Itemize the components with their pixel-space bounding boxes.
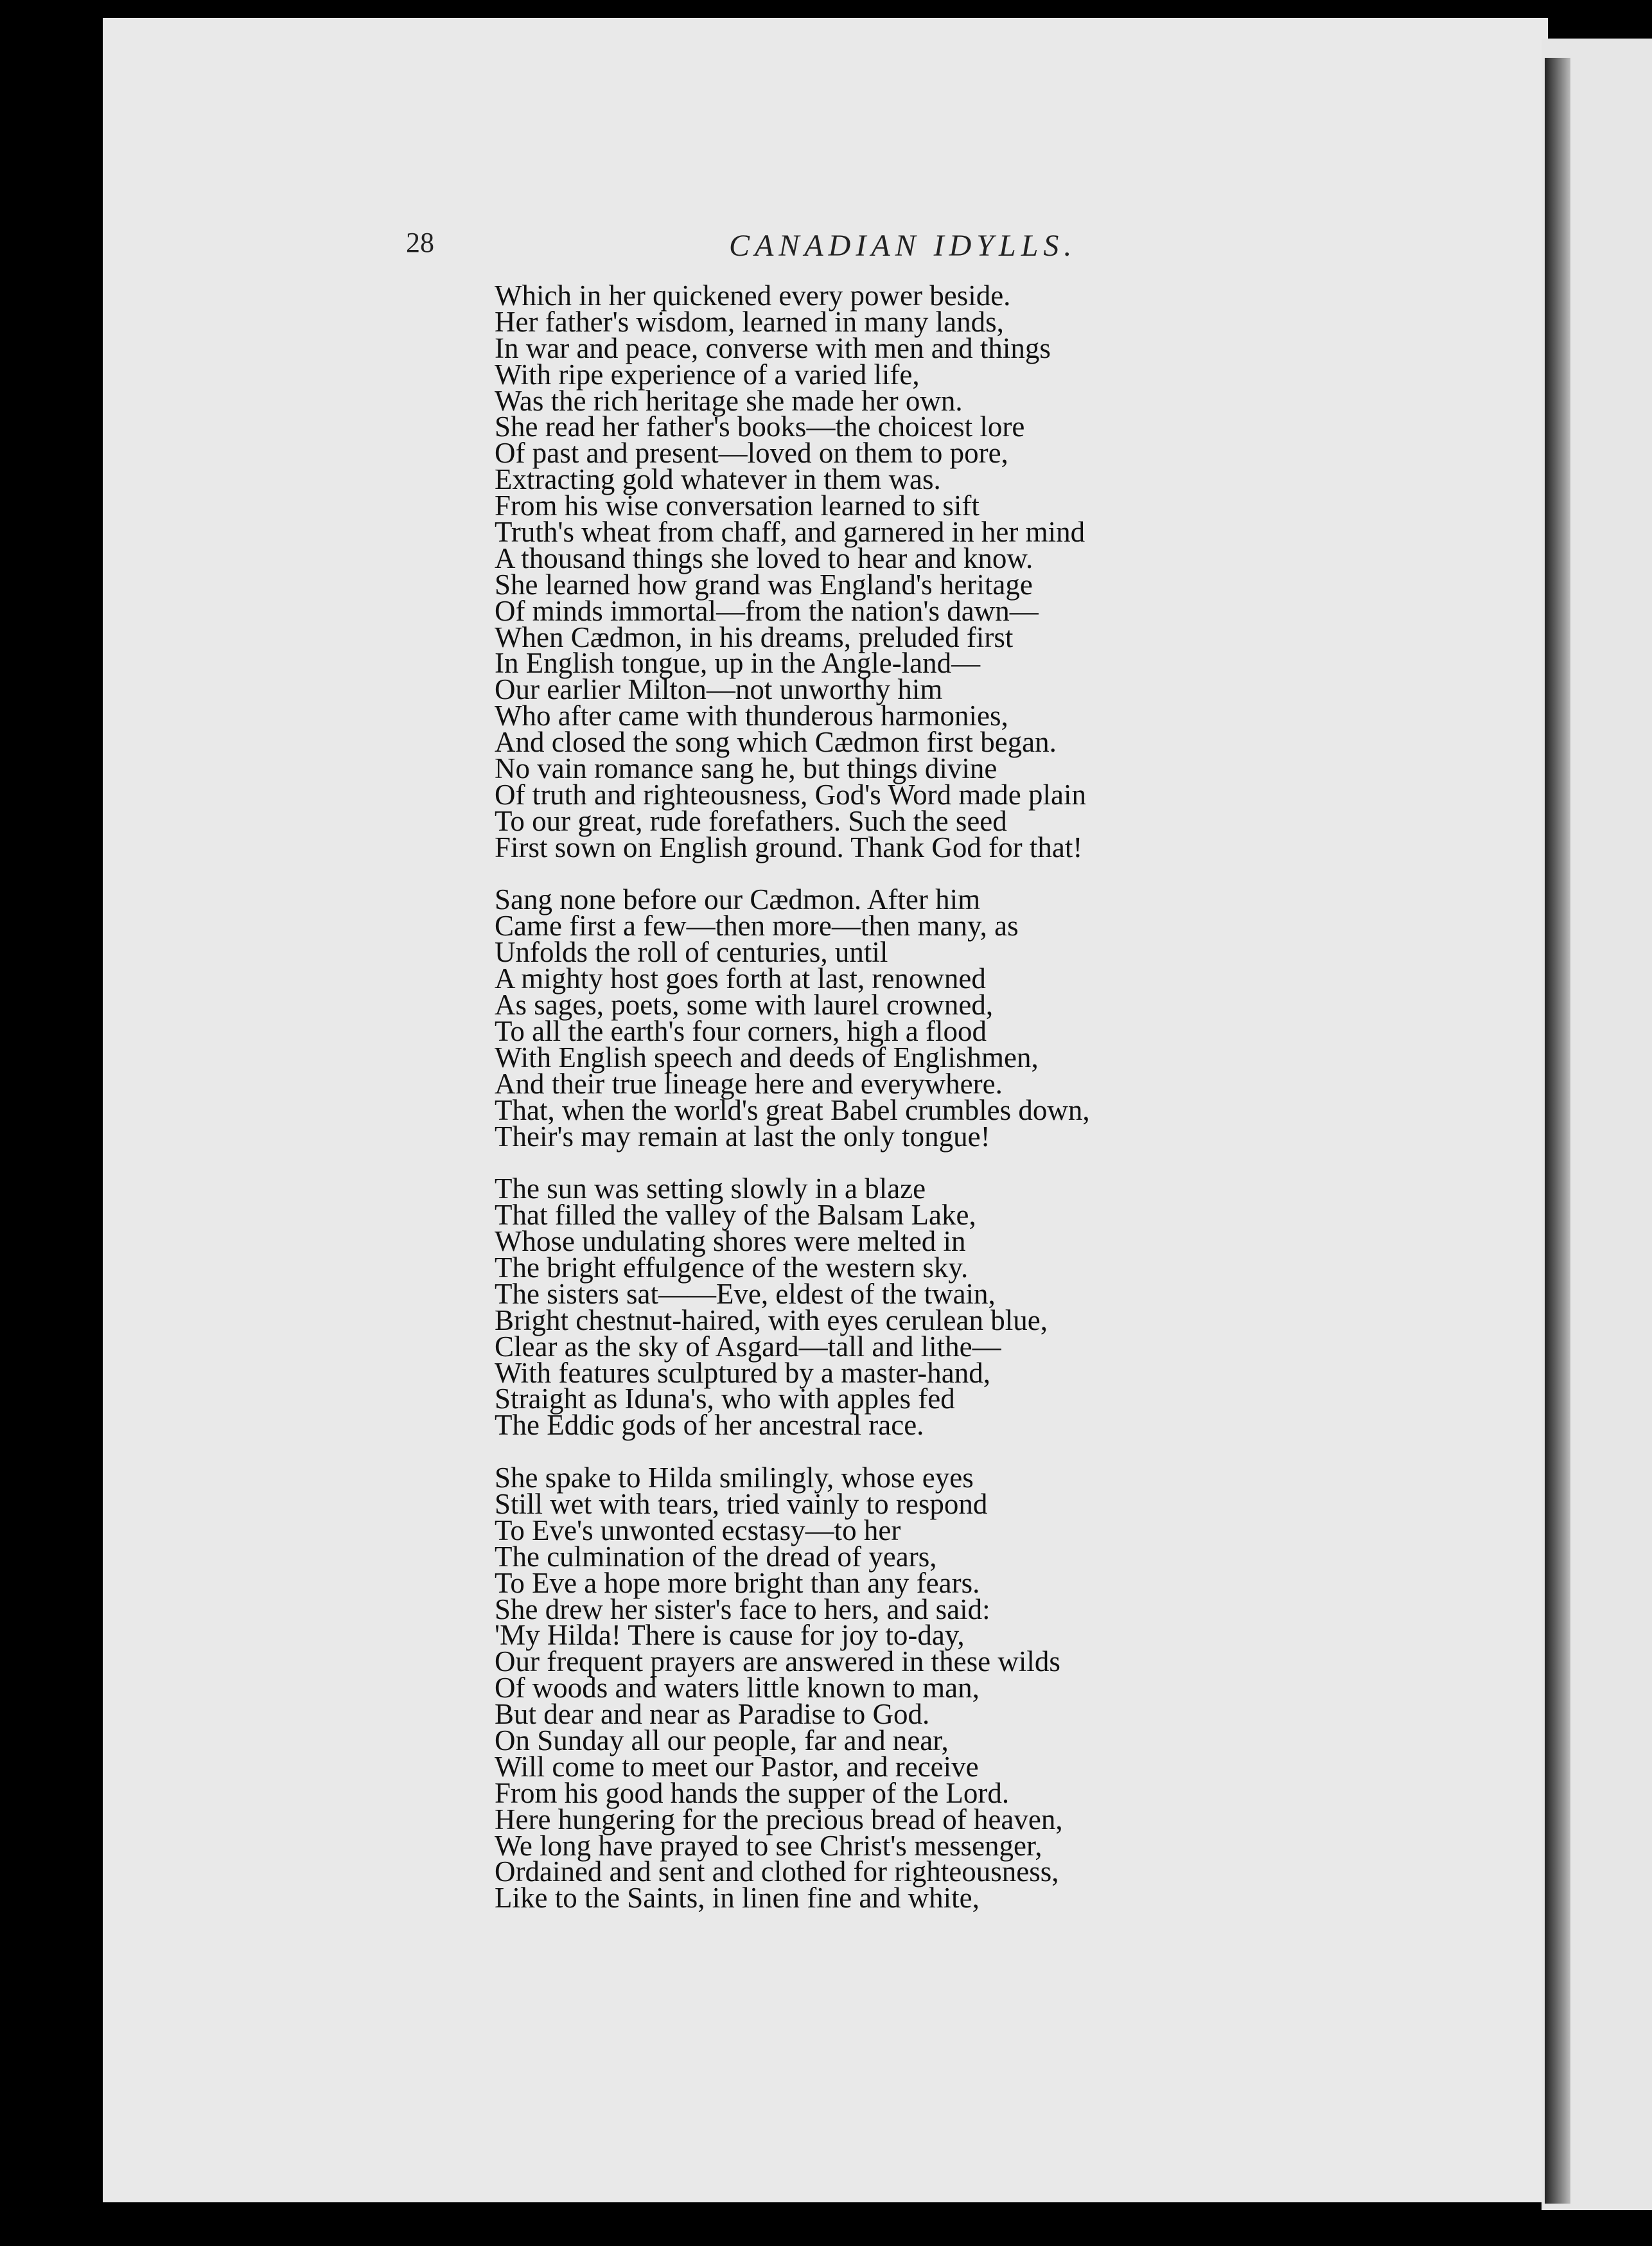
poem-line: Whose undulating shores were melted in [495, 1225, 966, 1258]
poem-line: To Eve's unwonted ecstasy—to her [495, 1514, 901, 1546]
poem-line: The bright effulgence of the western sky. [495, 1251, 969, 1284]
poem-line: Clear as the sky of Asgard—tall and lithe— [495, 1330, 1001, 1363]
poem-line: And closed the song which Cædmon first began. [495, 726, 1057, 759]
poem-line: From his wise conversation learned to sift [495, 490, 980, 522]
poem-line: With ripe experience of a varied life, [495, 358, 920, 391]
poem-line: Here hungering for the precious bread of heaven, [495, 1803, 1063, 1835]
poem-line: On Sunday all our people, far and near, [495, 1724, 949, 1756]
poem-line: Their's may remain at last the only tongue! [495, 1120, 990, 1153]
poem-line: Of past and present—loved on them to pore, [495, 437, 1008, 470]
poem-line: Our earlier Milton—not unworthy him [495, 673, 943, 706]
poem-line: To all the earth's four corners, high a flood [495, 1014, 987, 1047]
poem-line: In war and peace, converse with men and things [495, 332, 1051, 364]
poem-line: Of truth and righteousness, God's Word made plain [495, 778, 1087, 811]
poem-line: She spake to Hilda smilingly, whose eyes [495, 1462, 974, 1494]
poem-line: First sown on English ground. Thank God for that! [495, 831, 1083, 863]
poem-line: We long have prayed to see Christ's messenger, [495, 1829, 1042, 1862]
poem-line: From his good hands the supper of the Lord. [495, 1776, 1010, 1809]
poem-line: A thousand things she loved to hear and know. [495, 542, 1033, 574]
poem-line: No vain romance sang he, but things divine [495, 752, 997, 785]
poem-line: Truth's wheat from chaff, and garnered in her mind [495, 516, 1085, 549]
poem-line: Which in her quickened every power beside. [495, 279, 1011, 312]
poem-line: To Eve a hope more bright than any fears. [495, 1566, 980, 1599]
poem-line: With English speech and deeds of Englishmen, [495, 1041, 1039, 1074]
poem-line: With features sculptured by a master-hand, [495, 1356, 991, 1389]
poem-line: Came first a few—then more—then many, as [495, 910, 1019, 942]
poem-line: The sisters sat——Eve, eldest of the twain, [495, 1277, 996, 1310]
poem-line: The culmination of the dread of years, [495, 1540, 937, 1573]
stanza [495, 1462, 1458, 1914]
poem-line: Bright chestnut-haired, with eyes cerulean blue, [495, 1304, 1048, 1336]
poem-line: In English tongue, up in the Angle-land— [495, 647, 981, 680]
poem-line: That filled the valley of the Balsam Lake, [495, 1199, 976, 1232]
poem-line: Who after came with thunderous harmonies, [495, 700, 1008, 732]
poem-line: Straight as Iduna's, who with apples fed [495, 1383, 955, 1415]
poem-line: To our great, rude forefathers. Such the seed [495, 804, 1007, 837]
stanza [495, 883, 1458, 1153]
poem-line: Unfolds the roll of centuries, until [495, 936, 888, 969]
poem-line: Sang none before our Cædmon. After him [495, 883, 981, 916]
poem-line: She drew her sister's face to hers, and said: [495, 1593, 990, 1625]
poem-line: Of woods and waters little known to man, [495, 1672, 980, 1704]
poem-line: Was the rich heritage she made her own. [495, 384, 963, 417]
poem-line: Still wet with tears, tried vainly to respond [495, 1487, 988, 1520]
poem-line: 'My Hilda! There is cause for joy to-day, [495, 1619, 965, 1652]
poem-line: That, when the world's great Babel crumbles down, [495, 1093, 1090, 1126]
poem-line: And their true lineage here and everywhere. [495, 1067, 1003, 1100]
poem-line: Her father's wisdom, learned in many lands, [495, 305, 1004, 338]
running-head: CANADIAN IDYLLS. [729, 229, 1077, 263]
poem-line: She read her father's books—the choicest lore [495, 411, 1025, 443]
poem-line: The sun was setting slowly in a blaze [495, 1172, 926, 1205]
poem-line: Of minds immortal—from the nation's dawn— [495, 594, 1039, 627]
book-gutter [1545, 58, 1570, 2204]
poem-line: But dear and near as Paradise to God. [495, 1698, 930, 1731]
poem-line: Ordained and sent and clothed for righteousness, [495, 1855, 1059, 1888]
poem-line: Will come to meet our Pastor, and receive [495, 1750, 979, 1783]
poem-line: A mighty host goes forth at last, renowned [495, 962, 986, 995]
poem-text [495, 279, 1458, 1914]
poem-line: When Cædmon, in his dreams, preluded first [495, 621, 1014, 653]
poem-line: She learned how grand was England's heritage [495, 568, 1033, 601]
page-number: 28 [406, 227, 434, 258]
poem-line: Our frequent prayers are answered in these wilds [495, 1645, 1060, 1678]
poem-line: Like to the Saints, in linen fine and white, [495, 1882, 980, 1914]
poem-line: The Eddic gods of her ancestral race. [495, 1409, 924, 1442]
stanza [495, 279, 1458, 863]
poem-line: Extracting gold whatever in them was. [495, 463, 941, 496]
stanza [495, 1172, 1458, 1442]
poem-line: As sages, poets, some with laurel crowned, [495, 989, 994, 1021]
